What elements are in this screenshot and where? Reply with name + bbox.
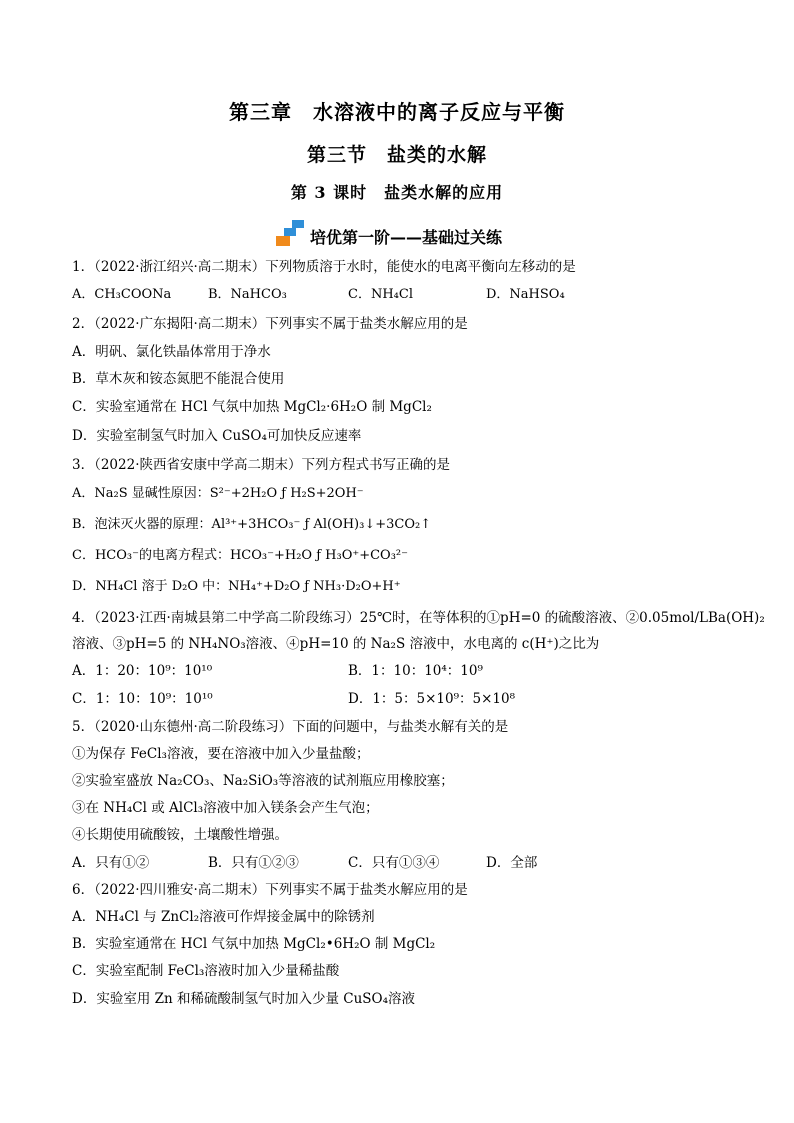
- q1-option-a[interactable]: A．CH₃COONa: [72, 287, 172, 302]
- q3-option-a[interactable]: A．Na₂S 显碱性原因：S²⁻+2H₂O ƒ H₂S+2OH⁻: [72, 486, 364, 501]
- q5-statement-3: ③在 NH₄Cl 或 AlCl₃溶液中加入镁条会产生气泡；: [72, 800, 379, 816]
- q5-option-b[interactable]: B．只有①②③: [208, 855, 299, 871]
- q5-option-d[interactable]: D．全部: [486, 855, 538, 871]
- q6-option-d[interactable]: D．实验室用 Zn 和稀硫酸制氢气时加入少量 CuSO₄溶液: [72, 991, 416, 1007]
- chapter-title: 第三章 水溶液中的离子反应与平衡: [229, 100, 565, 124]
- q4-option-d[interactable]: D．1：5：5×10⁹：5×10⁸: [348, 691, 515, 707]
- q1-stem: 1．（2022·浙江绍兴·高二期末）下列物质溶于水时，能使水的电离平衡向左移动的是: [72, 259, 576, 275]
- q4-stem-line1: 4．（2023·江西·南城县第二中学高二阶段练习）25℃时，在等体积的①pH=0 的硫酸溶液、②0.05mol/LBa(OH)₂: [72, 610, 765, 626]
- q6-option-c[interactable]: C．实验室配制 FeCl₃溶液时加入少量稀盐酸: [72, 963, 340, 979]
- q1-option-c[interactable]: C．NH₄Cl: [348, 287, 413, 302]
- q2-option-d[interactable]: D．实验室制氢气时加入 CuSO₄可加快反应速率: [72, 428, 362, 444]
- section-title: 第三节 盐类的水解: [306, 144, 487, 166]
- q5-option-a[interactable]: A．只有①②: [72, 855, 150, 871]
- q4-option-a[interactable]: A．1：20：10⁹：10¹⁰: [72, 663, 213, 679]
- q3-stem: 3．（2022·陕西省安康中学高二期末）下列方程式书写正确的是: [72, 457, 450, 473]
- q1-option-d[interactable]: D．NaHSO₄: [486, 287, 565, 302]
- q5-stem: 5．（2020·山东德州·高二阶段练习）下面的问题中，与盐类水解有关的是: [72, 719, 509, 735]
- q2-option-c[interactable]: C．实验室通常在 HCl 气氛中加热 MgCl₂·6H₂O 制 MgCl₂: [72, 399, 432, 415]
- q4-stem-line2: 溶液、③pH=5 的 NH₄NO₃溶液、④pH=10 的 Na₂S 溶液中，水电离的 c(H⁺)之比为: [72, 636, 600, 652]
- q3-option-d[interactable]: D．NH₄Cl 溶于 D₂O 中：NH₄⁺+D₂O ƒ NH₃·D₂O+H⁺: [72, 579, 401, 594]
- lesson-title: 第 3 课时 盐类水解的应用: [290, 183, 504, 202]
- q4-option-c[interactable]: C．1：10：10⁹：10¹⁰: [72, 691, 213, 707]
- q2-stem: 2．（2022·广东揭阳·高二期末）下列事实不属于盐类水解应用的是: [72, 316, 468, 332]
- q5-statement-1: ①为保存 FeCl₃溶液，要在溶液中加入少量盐酸；: [72, 746, 370, 762]
- q6-option-a[interactable]: A．NH₄Cl 与 ZnCl₂溶液可作焊接金属中的除锈剂: [72, 909, 375, 925]
- q2-option-a[interactable]: A．明矾、氯化铁晶体常用于净水: [72, 344, 271, 360]
- q5-statement-2: ②实验室盛放 Na₂CO₃、Na₂SiO₃等溶液的试剂瓶应用橡胶塞；: [72, 773, 454, 789]
- q5-statement-4: ④长期使用硫酸铵，土壤酸性增强。: [72, 827, 288, 843]
- q2-option-b[interactable]: B．草木灰和铵态氮肥不能混合使用: [72, 371, 285, 387]
- q4-option-b[interactable]: B．1：10：10⁴：10⁹: [348, 663, 483, 679]
- tier-label: 培优第一阶——基础过关练: [310, 228, 503, 247]
- q5-option-c[interactable]: C．只有①③④: [348, 855, 440, 871]
- q1-option-b[interactable]: B．NaHCO₃: [208, 287, 287, 302]
- q3-option-c[interactable]: C．HCO₃⁻的电离方程式：HCO₃⁻+H₂O ƒ H₃O⁺+CO₃²⁻: [72, 548, 409, 563]
- stairs-icon: [276, 220, 306, 248]
- q6-option-b[interactable]: B．实验室通常在 HCl 气氛中加热 MgCl₂•6H₂O 制 MgCl₂: [72, 936, 436, 952]
- q3-option-b[interactable]: B．泡沫灭火器的原理：Al³⁺+3HCO₃⁻ ƒ Al(OH)₃↓+3CO₂↑: [72, 517, 432, 532]
- q6-stem: 6．（2022·四川雅安·高二期末）下列事实不属于盐类水解应用的是: [72, 882, 468, 898]
- tier-heading: [276, 218, 502, 248]
